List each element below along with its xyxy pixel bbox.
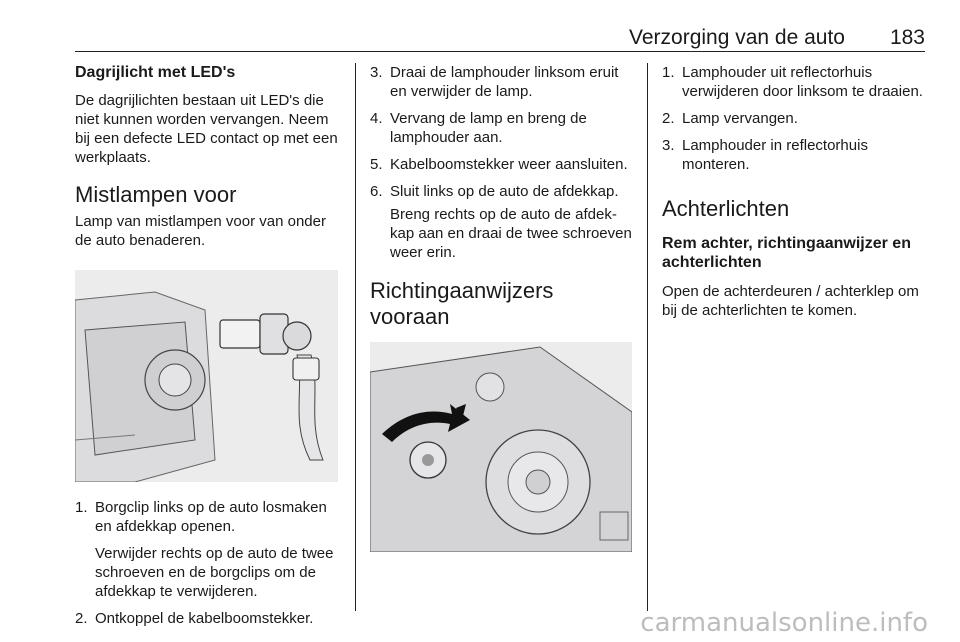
- list-item: 4. Vervang de lamp en breng de lamphouder aan.: [370, 110, 587, 146]
- section-title: Verzorging van de auto: [629, 26, 845, 49]
- fog-steps-continued: [370, 63, 635, 262]
- rear-lights-paragraph: Open de achterdeuren / achterklep om bij de achterlichten te komen.: [662, 283, 919, 319]
- column-1: [75, 63, 342, 628]
- indicators-heading: Richtingaanwijzers vooraan: [370, 278, 554, 329]
- watermark: carmanualsonline.info: [640, 608, 928, 638]
- fog-lamp-illustration: [75, 270, 338, 482]
- indicator-steps: [662, 63, 930, 174]
- column-2: [370, 63, 635, 552]
- drl-heading: Dagrijlicht met LED's: [75, 64, 236, 81]
- column-divider-2: [647, 63, 648, 611]
- fog-paragraph: Lamp van mistlampen voor van onder de auto benaderen.: [75, 213, 326, 249]
- list-item: 6. Sluit links op de auto de afdekkap. Breng rechts op de auto de afdekkap aan en draai de twee schroeven weer erin.: [370, 183, 632, 261]
- running-head: [75, 22, 925, 52]
- page-number: 183: [889, 26, 925, 49]
- drl-paragraph: De dagrijlichten bestaan uit LED's die niet kunnen worden vervangen. Neem bij een defecte LED contact op met een werkplaats.: [75, 92, 338, 166]
- list-item: 2. Ontkoppel de kabelboomstekker.: [75, 610, 314, 627]
- list-item: 1. Lamphouder uit reflectorhuis verwijderen door linksom te draaien.: [662, 64, 923, 100]
- rear-lights-heading: Achterlichten: [662, 196, 790, 221]
- list-item: 5. Kabelboomstekker weer aansluiten.: [370, 156, 628, 173]
- column-3: [662, 63, 930, 320]
- list-item: 3. Draai de lamphouder linksom eruit en verwijder de lamp.: [370, 64, 619, 100]
- rear-lights-subheading: Rem achter, richtingaanwijzer en achterlichten: [662, 235, 911, 271]
- list-item: 1. Borgclip links op de auto losmaken en afdekkap openen. Verwijder rechts op de auto de twee schroeven en de borgclips om de afdekkap te verwijderen.: [75, 499, 334, 600]
- list-item: 3. Lamphouder in reflectorhuis monteren.: [662, 137, 868, 173]
- fog-steps: [75, 498, 342, 628]
- column-divider-1: [355, 63, 356, 611]
- fog-heading: Mistlampen voor: [75, 182, 237, 207]
- front-indicator-illustration: [370, 342, 632, 552]
- list-item: 2. Lamp vervangen.: [662, 110, 798, 127]
